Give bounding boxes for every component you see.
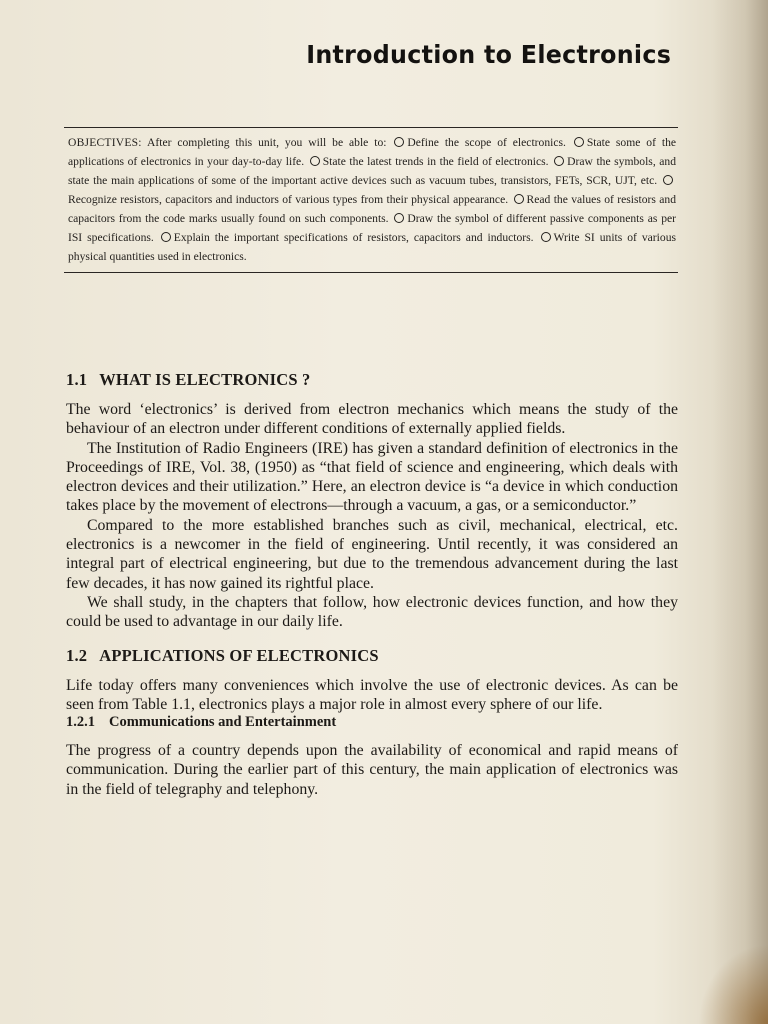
- objective-item: Draw the symbol of different passive components as per ISI specifications.: [68, 212, 676, 244]
- body-text: [66, 370, 678, 799]
- objectives-label: OBJECTIVES:: [68, 136, 142, 149]
- objectives-box: [64, 127, 678, 273]
- page-corner-shadow: [698, 944, 768, 1024]
- paragraph: The word ‘electronics’ is derived from electron mechanics which means the study of the behaviour of an electron under different conditions of externally applied fields.: [66, 401, 678, 438]
- paragraph: The Institution of Radio Engineers (IRE) has given a standard definition of electronics in the Proceedings of IRE, Vol. 38, (1950) as “that field of science and engineering, which deals with electron devices and their utilization.” Here, an electron device is “a device in which conduction takes place by the movement of electrons—through a vacuum, a gas, or a semiconductor.”: [66, 439, 678, 515]
- bullet-circle-icon: [541, 232, 551, 242]
- objectives-intro: After completing this unit, you will be able to:: [146, 136, 387, 149]
- section-number: 1.2: [66, 645, 88, 665]
- section-number: 1.1: [66, 370, 88, 389]
- paragraph: The progress of a country depends upon the availability of economical and rapid means of communication. During the earlier part of this century, the main application of electronics was in the field of telegraphy and telephony.: [66, 742, 678, 798]
- objective-item: Explain the important specifications of resistors, capacitors and inductors.: [173, 231, 534, 244]
- subsection-heading: [66, 714, 678, 731]
- section-title: WHAT IS ELECTRONICS ?: [99, 370, 311, 389]
- objective-item: Write SI units of various physical quantities used in electronics.: [68, 231, 676, 263]
- bullet-circle-icon: [574, 137, 584, 147]
- subsection-title: Communications and Entertainment: [109, 714, 337, 731]
- objective-item: State the latest trends in the field of electronics.: [322, 155, 549, 168]
- objective-item: State some of the applications of electronics in your day-to-day life.: [68, 136, 677, 168]
- objective-item: Draw the symbols, and state the main applications of some of the important active devices such as vacuum tubes, transistors, FETs, SCR, UJT, etc.: [68, 155, 677, 187]
- bullet-circle-icon: [663, 175, 673, 185]
- objective-item: Recognize resistors, capacitors and inductors of various types from their physical appearance.: [68, 193, 509, 206]
- paragraph: We shall study, in the chapters that follow, how electronic devices function, and how they could be used to advantage in our daily life.: [66, 593, 678, 631]
- section-heading: [66, 646, 678, 666]
- section-heading: [66, 370, 678, 390]
- bullet-circle-icon: [161, 232, 171, 242]
- paragraph: Compared to the more established branches such as civil, mechanical, electrical, etc. electronics is a newcomer in the field of engineering. Until recently, it was considered an integral part of electrical engineering, but due to the tremendous advancement during the last few decades, it has now gained its rightful place.: [66, 516, 678, 592]
- bullet-circle-icon: [310, 156, 320, 166]
- page-edge-shadow: [712, 0, 768, 1024]
- bullet-circle-icon: [394, 137, 404, 147]
- chapter-title: Introduction to Electronics: [306, 40, 671, 69]
- bullet-circle-icon: [514, 194, 524, 204]
- bullet-circle-icon: [554, 156, 564, 166]
- paragraph: Life today offers many conveniences which involve the use of electronic devices. As can be seen from Table 1.1, electronics plays a major role in almost every sphere of our life.: [66, 676, 678, 713]
- objective-item: Define the scope of electronics.: [407, 136, 566, 149]
- subsection-number: 1.2.1: [66, 714, 95, 731]
- bullet-circle-icon: [394, 213, 404, 223]
- section-title: APPLICATIONS OF ELECTRONICS: [99, 645, 379, 665]
- objective-item: Read the values of resistors and capacitors from the code marks usually found on such components.: [68, 193, 676, 225]
